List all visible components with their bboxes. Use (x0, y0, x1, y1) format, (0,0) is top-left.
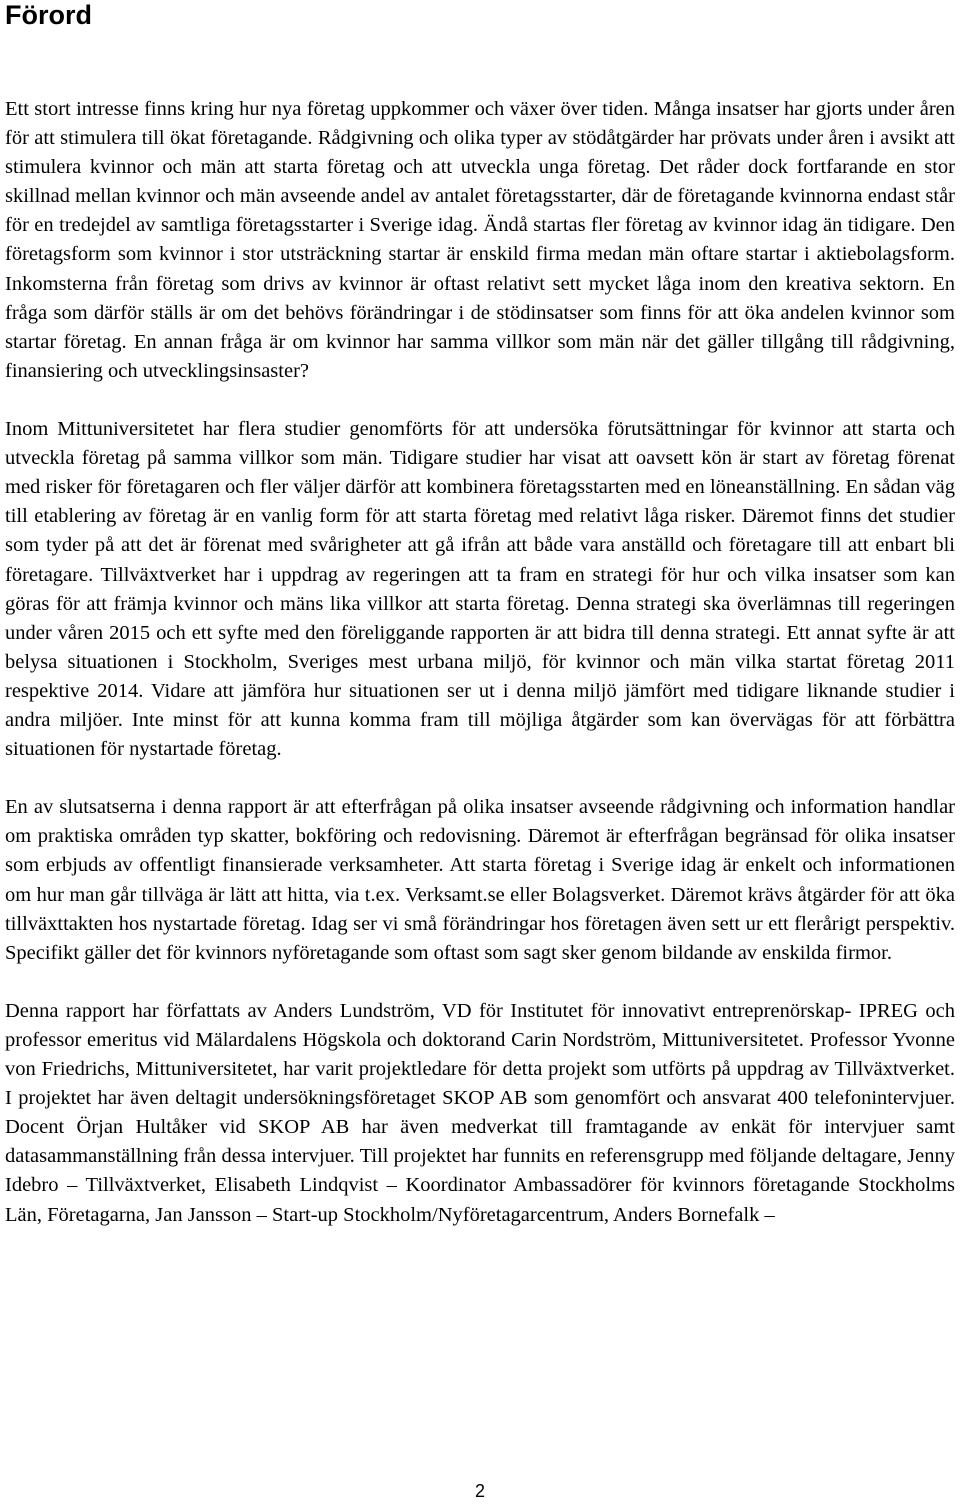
page-title: Förord (5, 0, 92, 30)
paragraph-intro: Ett stort intresse finns kring hur nya företag uppkommer och växer över tiden. Många insatser har gjorts under åren för att stimulera till ökat företagande. Rådgivning och olika typer av stödåtgärder har prövats under åren i avsikt att stimulera kvinnor och män att starta företag och att utveckla unga företag. Det råder dock fortfarande en stor skillnad mellan kvinnor och män avseende andel av antalet företagsstarter, där de företagande kvinnorna endast står för en tredejdel av samtliga företagsstarter i Sverige idag. Ändå startas fler företag av kvinnor idag än tidigare. Den företagsform som kvinnor i stor utsträckning startar är enskild firma medan män oftare startar i aktiebolagsform. Inkomsterna från företag som drivs av kvinnor är oftast relativt sett mycket låga inom den kreativa sektorn. En fråga som därför ställs är om det behövs förändringar i de stödinsatser som finns för att öka andelen kvinnor som startar företag. En annan fråga är om kvinnor har samma villkor som män när det gäller tillgång till rådgivning, finansiering och utvecklingsinsaster? (5, 98, 955, 382)
paragraph-conclusions: En av slutsatserna i denna rapport är att efterfrågan på olika insatser avseende rådgivning och information handlar om praktiska områden typ skatter, bokföring och redovisning. Däremot är efterfrågan begränsad för olika insatser som erbjuds av offentligt finansierade verksamheter. Att starta företag i Sverige idag är enkelt och informationen om hur man går tillväga är lätt att hitta, via t.ex. Verksamt.se eller Bolagsverket. Däremot krävs åtgärder för att öka tillväxttakten hos nystartade företag. Idag ser vi små förändringar hos företagen även sett ur ett flerårigt perspektiv. Specifikt gäller det för kvinnors nyföretagande som oftast som sagt sker genom bildande av enskilda firmor. (5, 796, 955, 964)
paragraph-mittuniversitetet: Inom Mittuniversitetet har flera studier genomförts för att undersöka förutsättningar för kvinnor att starta och utveckla företag på samma villkor som män. Tidigare studier har visat att oavsett kön är start av företag förenat med risker för företagaren och fler väljer därför att kombinera företagsstarten med en löneanställning. En sådan väg till etablering av företag är en vanlig form för att starta företag med relativt låga risker. Däremot finns det studier som tyder på att det är förenat med svårigheter att gå ifrån att både vara anställd och företagare till att enbart bli företagare. Tillväxtverket har i uppdrag av regeringen att ta fram en strategi för hur och vilka insatser som kan göras för att främja kvinnor och mäns lika villkor att starta företag. Denna strategi ska överlämnas till regeringen under våren 2015 och ett syfte med den föreliggande rapporten är att bidra till denna strategi. Ett annat syfte är att belysa situationen i Stockholm, Sveriges mest urbana miljö, för kvinnor och män vilka startat företag 2011 respektive 2014. Vidare att jämföra hur situationen ser ut i denna miljö jämfört med tidigare liknande studier i andra miljöer. Inte minst för att kunna komma fram till möjliga åtgärder som kan övervägas för att förbättra situationen för nystartade företag. (5, 418, 955, 761)
paragraph-authors: Denna rapport har författats av Anders Lundström, VD för Institutet för innovativt entreprenörskap- IPREG och professor emeritus vid Mälardalens Högskola och doktorand Carin Nordström, Mittuniversitetet. Professor Yvonne von Friedrichs, Mittuniversitetet, har varit projektledare för detta projekt som utförts på uppdrag av Tillväxtverket. I projektet har även deltagit undersökningsföretaget SKOP AB som genomfört och ansvarat 400 telefonintervjuer. Docent Örjan Hultåker vid SKOP AB har även medverkat till framtagande av enkät för intervjuer samt datasammanställning från dessa intervjuer. Till projektet har funnits en referensgrupp med följande deltagare, Jenny Idebro – Tillväxtverket, Elisabeth Lindqvist – Koordinator Ambassadörer för kvinnors företagande Stockholms Län, Företagarna, Jan Jansson – Start-up Stockholm/Nyföretagarcentrum, Anders Bornefalk – (5, 999, 955, 1226)
page-number: 2 (474, 1481, 485, 1501)
body-text (5, 95, 955, 1259)
